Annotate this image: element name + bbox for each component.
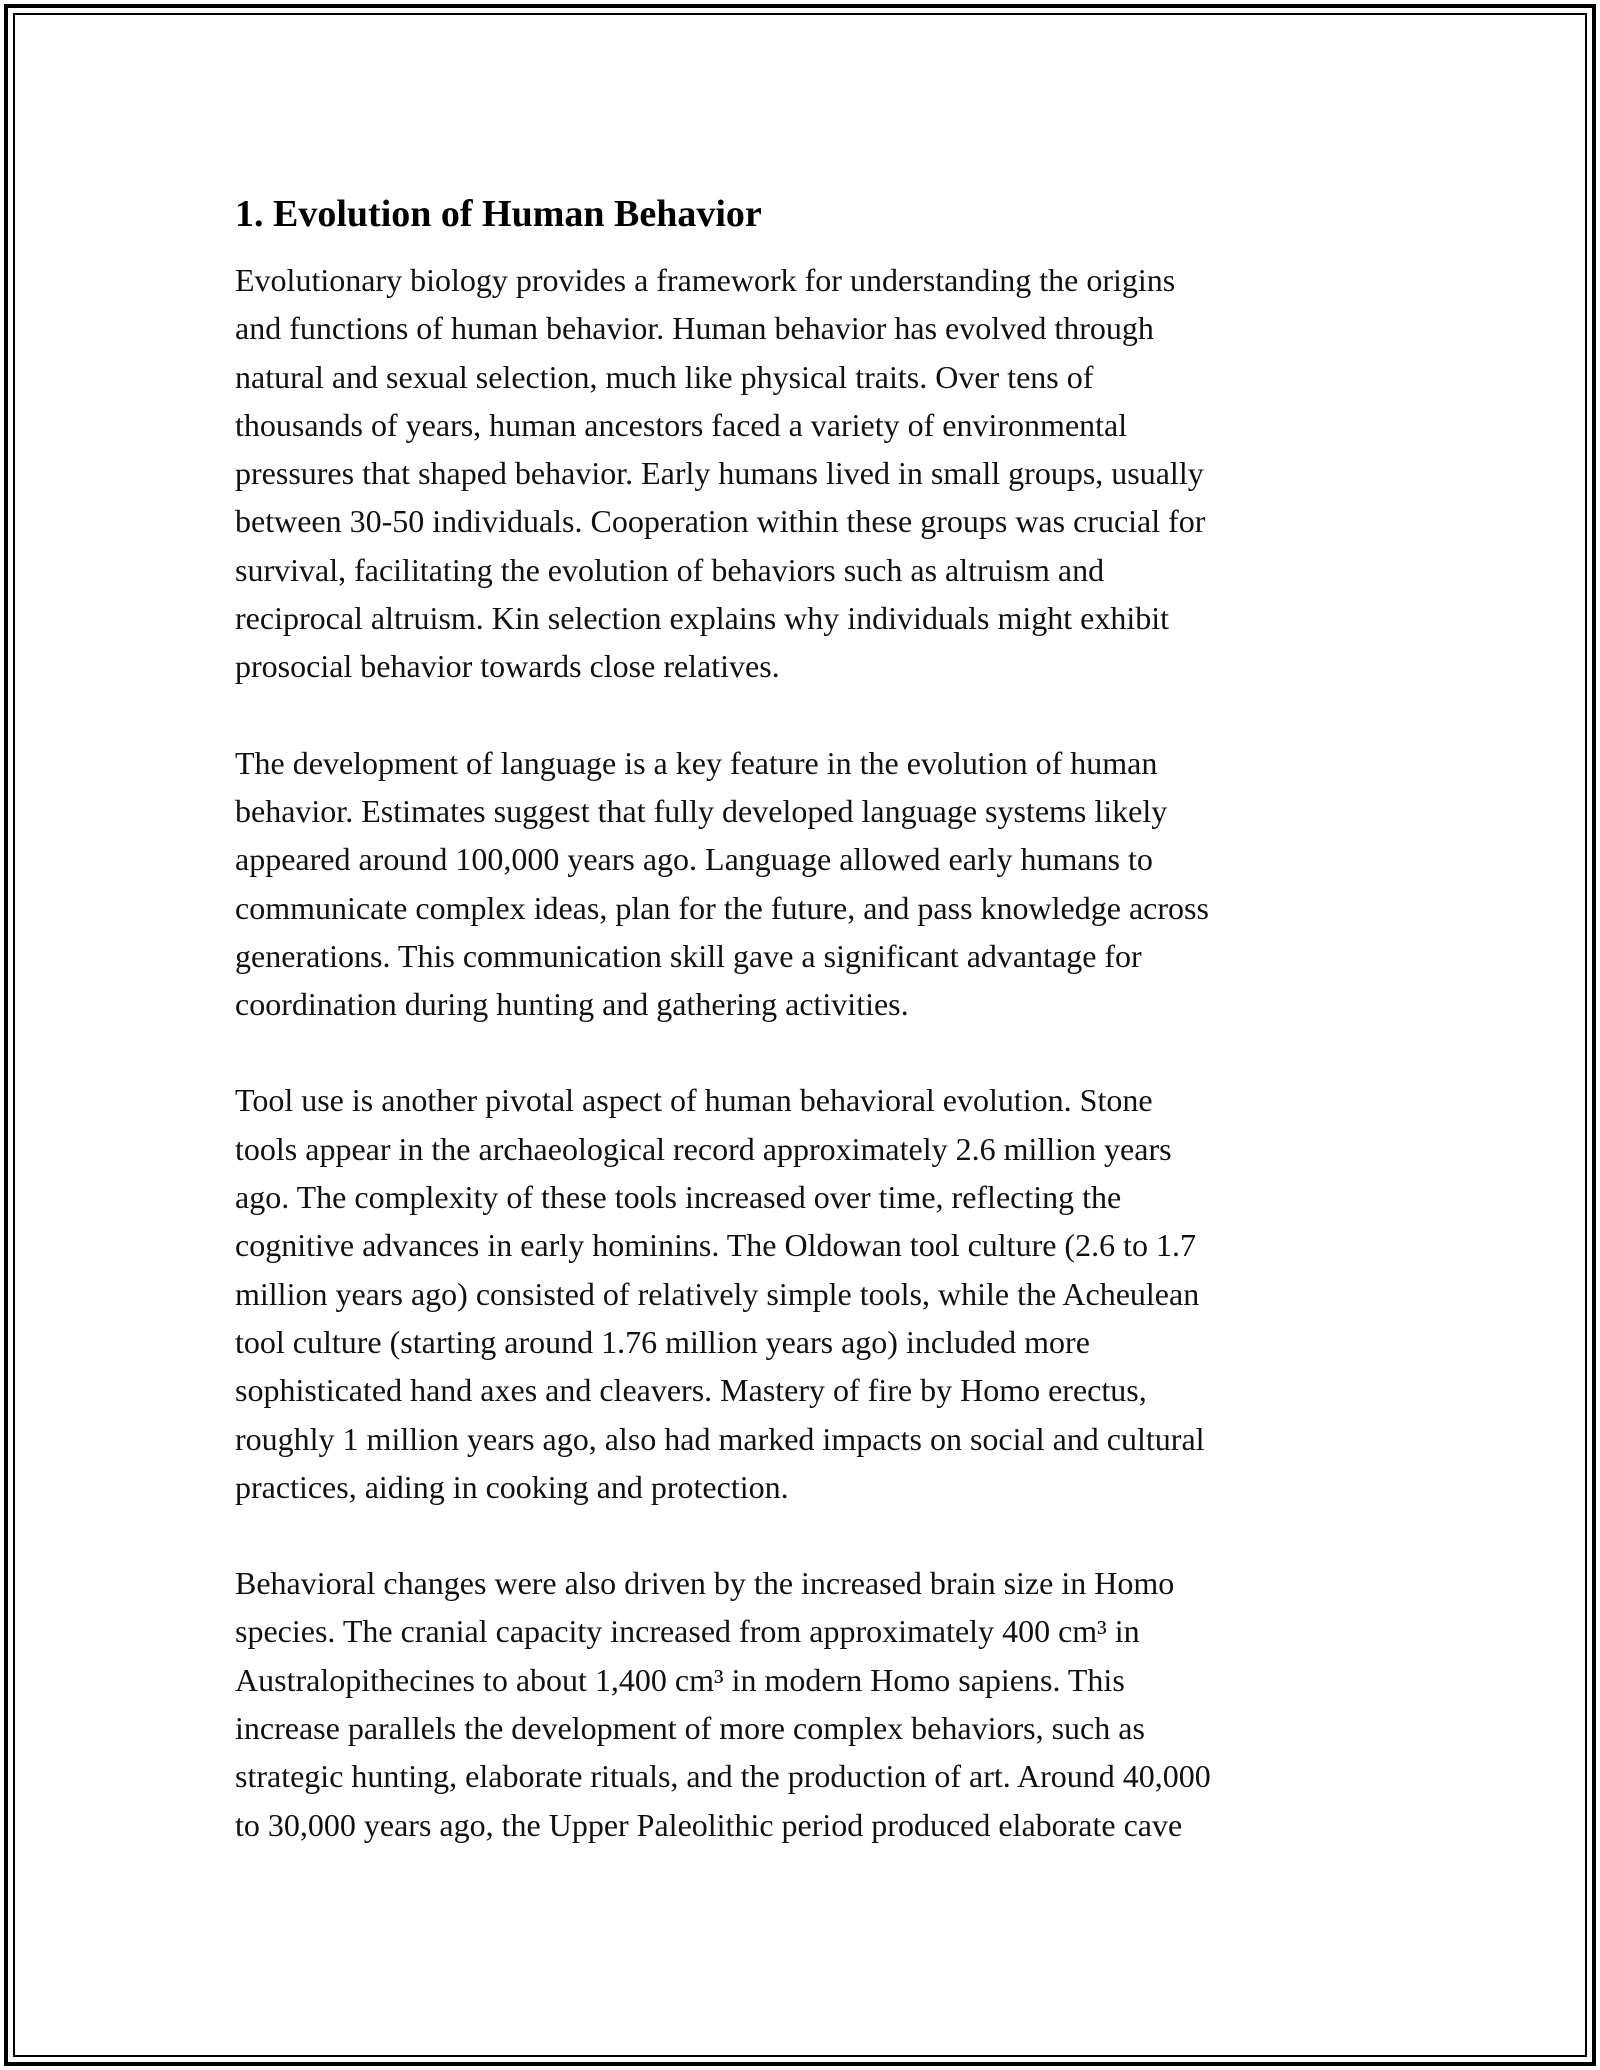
- paragraph-3: Tool use is another pivotal aspect of human behavioral evolution. Stone tools appear in the archaeological record approximately 2.6 million years ago. The complexity of these tools increased over time, reflecting the cognitive advances in early hominins. The Oldowan tool culture (2.6 to 1.7 million years ago) consisted of relatively simple tools, while the Acheulean tool culture (starting around 1.76 million years ago) included more sophisticated hand axes and cleavers. Mastery of fire by Homo erectus, roughly 1 million years ago, also had marked impacts on social and cultural practices, aiding in cooking and protection.: [235, 1082, 1205, 1505]
- paragraph-4: Behavioral changes were also driven by the increased brain size in Homo species. The cranial capacity increased from approximately 400 cm³ in Australopithecines to about 1,400 cm³ in modern Homo sapiens. This increase parallels the development of more complex behaviors, such as strategic hunting, elaborate rituals, and the production of art. Around 40,000 to 30,000 years ago, the Upper Paleolithic period produced elaborate cave: [235, 1565, 1211, 1843]
- paragraph-1: Evolutionary biology provides a framework for understanding the origins and functions of human behavior. Human behavior has evolved through natural and sexual selection, much like physical traits. Over tens of thousands of years, human ancestors faced a variety of environmental pressures that shaped behavior. Early humans lived in small groups, usually between 30-50 individuals. Cooperation within these groups was crucial for survival, facilitating the evolution of behaviors such as altruism and reciprocal altruism. Kin selection explains why individuals might exhibit prosocial behavior towards close relatives.: [235, 262, 1206, 685]
- section-heading: 1. Evolution of Human Behavior: [235, 193, 762, 235]
- document-body: [235, 186, 1355, 1849]
- paragraph-2: The development of language is a key feature in the evolution of human behavior. Estimates suggest that fully developed language systems likely appeared around 100,000 years ago. Language allowed early humans to communicate complex ideas, plan for the future, and pass knowledge across generations. This communication skill gave a significant advantage for coordination during hunting and gathering activities.: [235, 744, 1209, 1023]
